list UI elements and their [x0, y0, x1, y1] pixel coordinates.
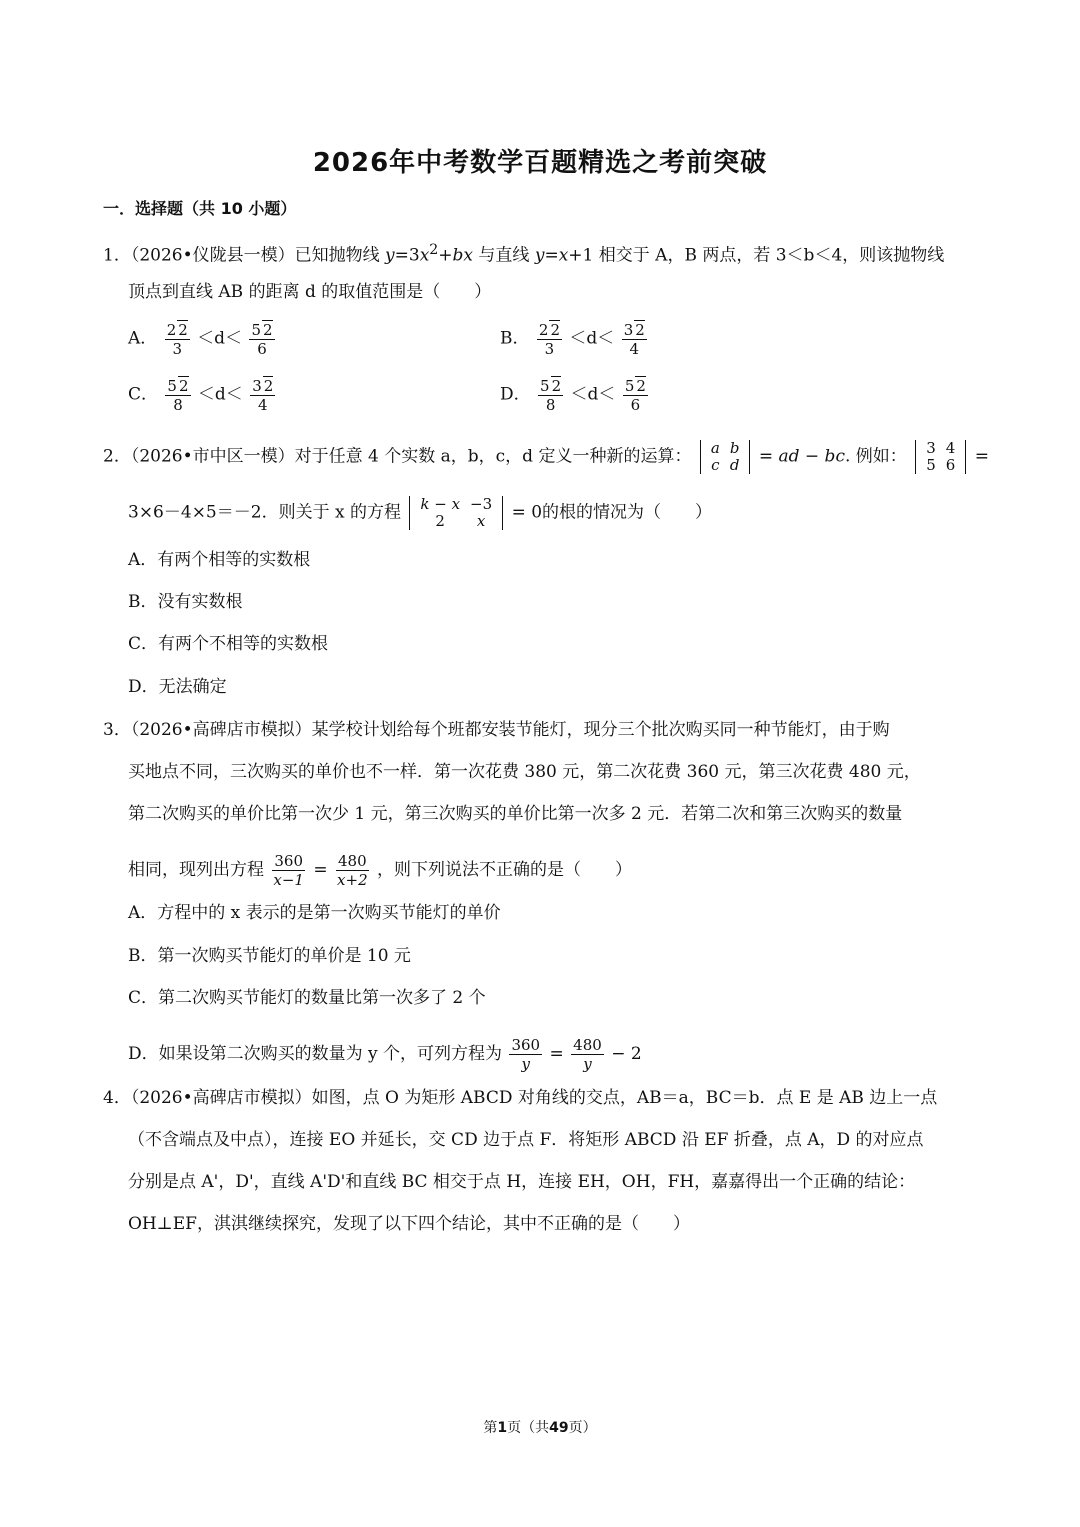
section-heading: 一．选择题（共 10 小题） [103, 199, 297, 218]
page-title: 2026年中考数学百题精选之考前突破 [312, 148, 768, 178]
q3-line2: 买地点不同，三次购买的单价也不一样．第一次花费 380 元，第二次花费 360 元，第三次花费 480 元， [128, 762, 921, 782]
q3-option-a: A．方程中的 x 表示的是第一次购买节能灯的单价 [128, 903, 501, 923]
q1-line2: 顶点到直线 AB 的距离 d 的取值范围是（ ） [128, 282, 492, 302]
q1-option-c: C． $\frac{5 2}{8}$ ＜d＜ $\frac{3 2}{4}$ [128, 377, 274, 414]
q2-option-d: D．无法确定 [128, 677, 227, 697]
q3-option-b: B．第一次购买节能灯的单价是 10 元 [128, 946, 411, 966]
q2-option-c: C．有两个不相等的实数根 [128, 634, 329, 654]
q3-line1: 3．（2026•高碑店市模拟）某学校计划给每个班都安装节能灯，现分三个批次购买同一种节能灯，由于购 [103, 720, 890, 740]
total-page-count: 49 [549, 1420, 569, 1436]
q1-option-b: B． $\frac{2 2}{3}$ ＜d＜ $\frac{3 2}{4}$ [500, 321, 645, 358]
q2-line2: 3×6－4×5＝－2．则关于 x 的方程 k − x −3 2 x = 0的根的情况为（ ） [128, 495, 713, 530]
q3-line3: 第二次购买的单价比第一次少 1 元，第三次购买的单价比第一次多 2 元．若第二次和第三次购买的数量 [128, 804, 903, 824]
q1-option-a: A． $\frac{2 2}{3}$ ＜d＜ $\frac{5 2}{6}$ [128, 321, 273, 358]
determinant-definition: a b c d [700, 440, 751, 474]
q4-line1: 4．（2026•高碑店市模拟）如图，点 O 为矩形 ABCD 对角线的交点，AB＝a，BC＝b．点 E 是 AB 边上一点 [103, 1088, 938, 1108]
q4-line2: （不含端点及中点），连接 EO 并延长，交 CD 边于点 F．将矩形 ABCD 沿 EF 折叠，点 A，D 的对应点 [128, 1130, 924, 1150]
q2-option-a: A．有两个相等的实数根 [128, 550, 311, 570]
page-footer: 第1页（共49页） [483, 1420, 597, 1436]
q1-line1: 1．（2026•仪陇县一模）已知抛物线 $y=3x^2+bx$ 与直线 y=x+1 相交于 A，B 两点，若 3＜b＜4，则该抛物线 [103, 242, 945, 266]
q4-line4: OH⊥EF，淇淇继续探究，发现了以下四个结论，其中不正确的是（ ） [128, 1214, 690, 1234]
q3-option-c: C．第二次购买节能灯的数量比第一次多了 2 个 [128, 988, 486, 1008]
q3-option-d: D．如果设第二次购买的数量为 y 个，可列方程为 $\frac{360}{y}$ = $\frac{480}{y}$ − 2 [128, 1036, 642, 1073]
current-page-number: 1 [497, 1420, 508, 1436]
determinant-example: 3 4 5 6 [915, 440, 966, 474]
q4-line3: 分别是点 A'，D'，直线 A'D'和直线 BC 相交于点 H，连接 EH，OH，FH，嘉嘉得出一个正确的结论： [128, 1172, 916, 1192]
q1-option-d: D． $\frac{5 2}{8}$ ＜d＜ $\frac{5 2}{6}$ [500, 377, 646, 414]
q3-line4: 相同，现列出方程 $\frac{360}{x-1}$ = $\frac{480}{x+2}$ ，则下列说法不正确的是（ ） [128, 852, 633, 889]
q2-line1: 2．（2026•市中区一模）对于任意 4 个实数 a，b，c，d 定义一种新的运算： a b c d = ad − bc. 例如： 3 4 5 6 = [103, 439, 989, 474]
determinant-equation: k − x −3 2 x [409, 496, 503, 530]
q2-option-b: B．没有实数根 [128, 592, 243, 612]
